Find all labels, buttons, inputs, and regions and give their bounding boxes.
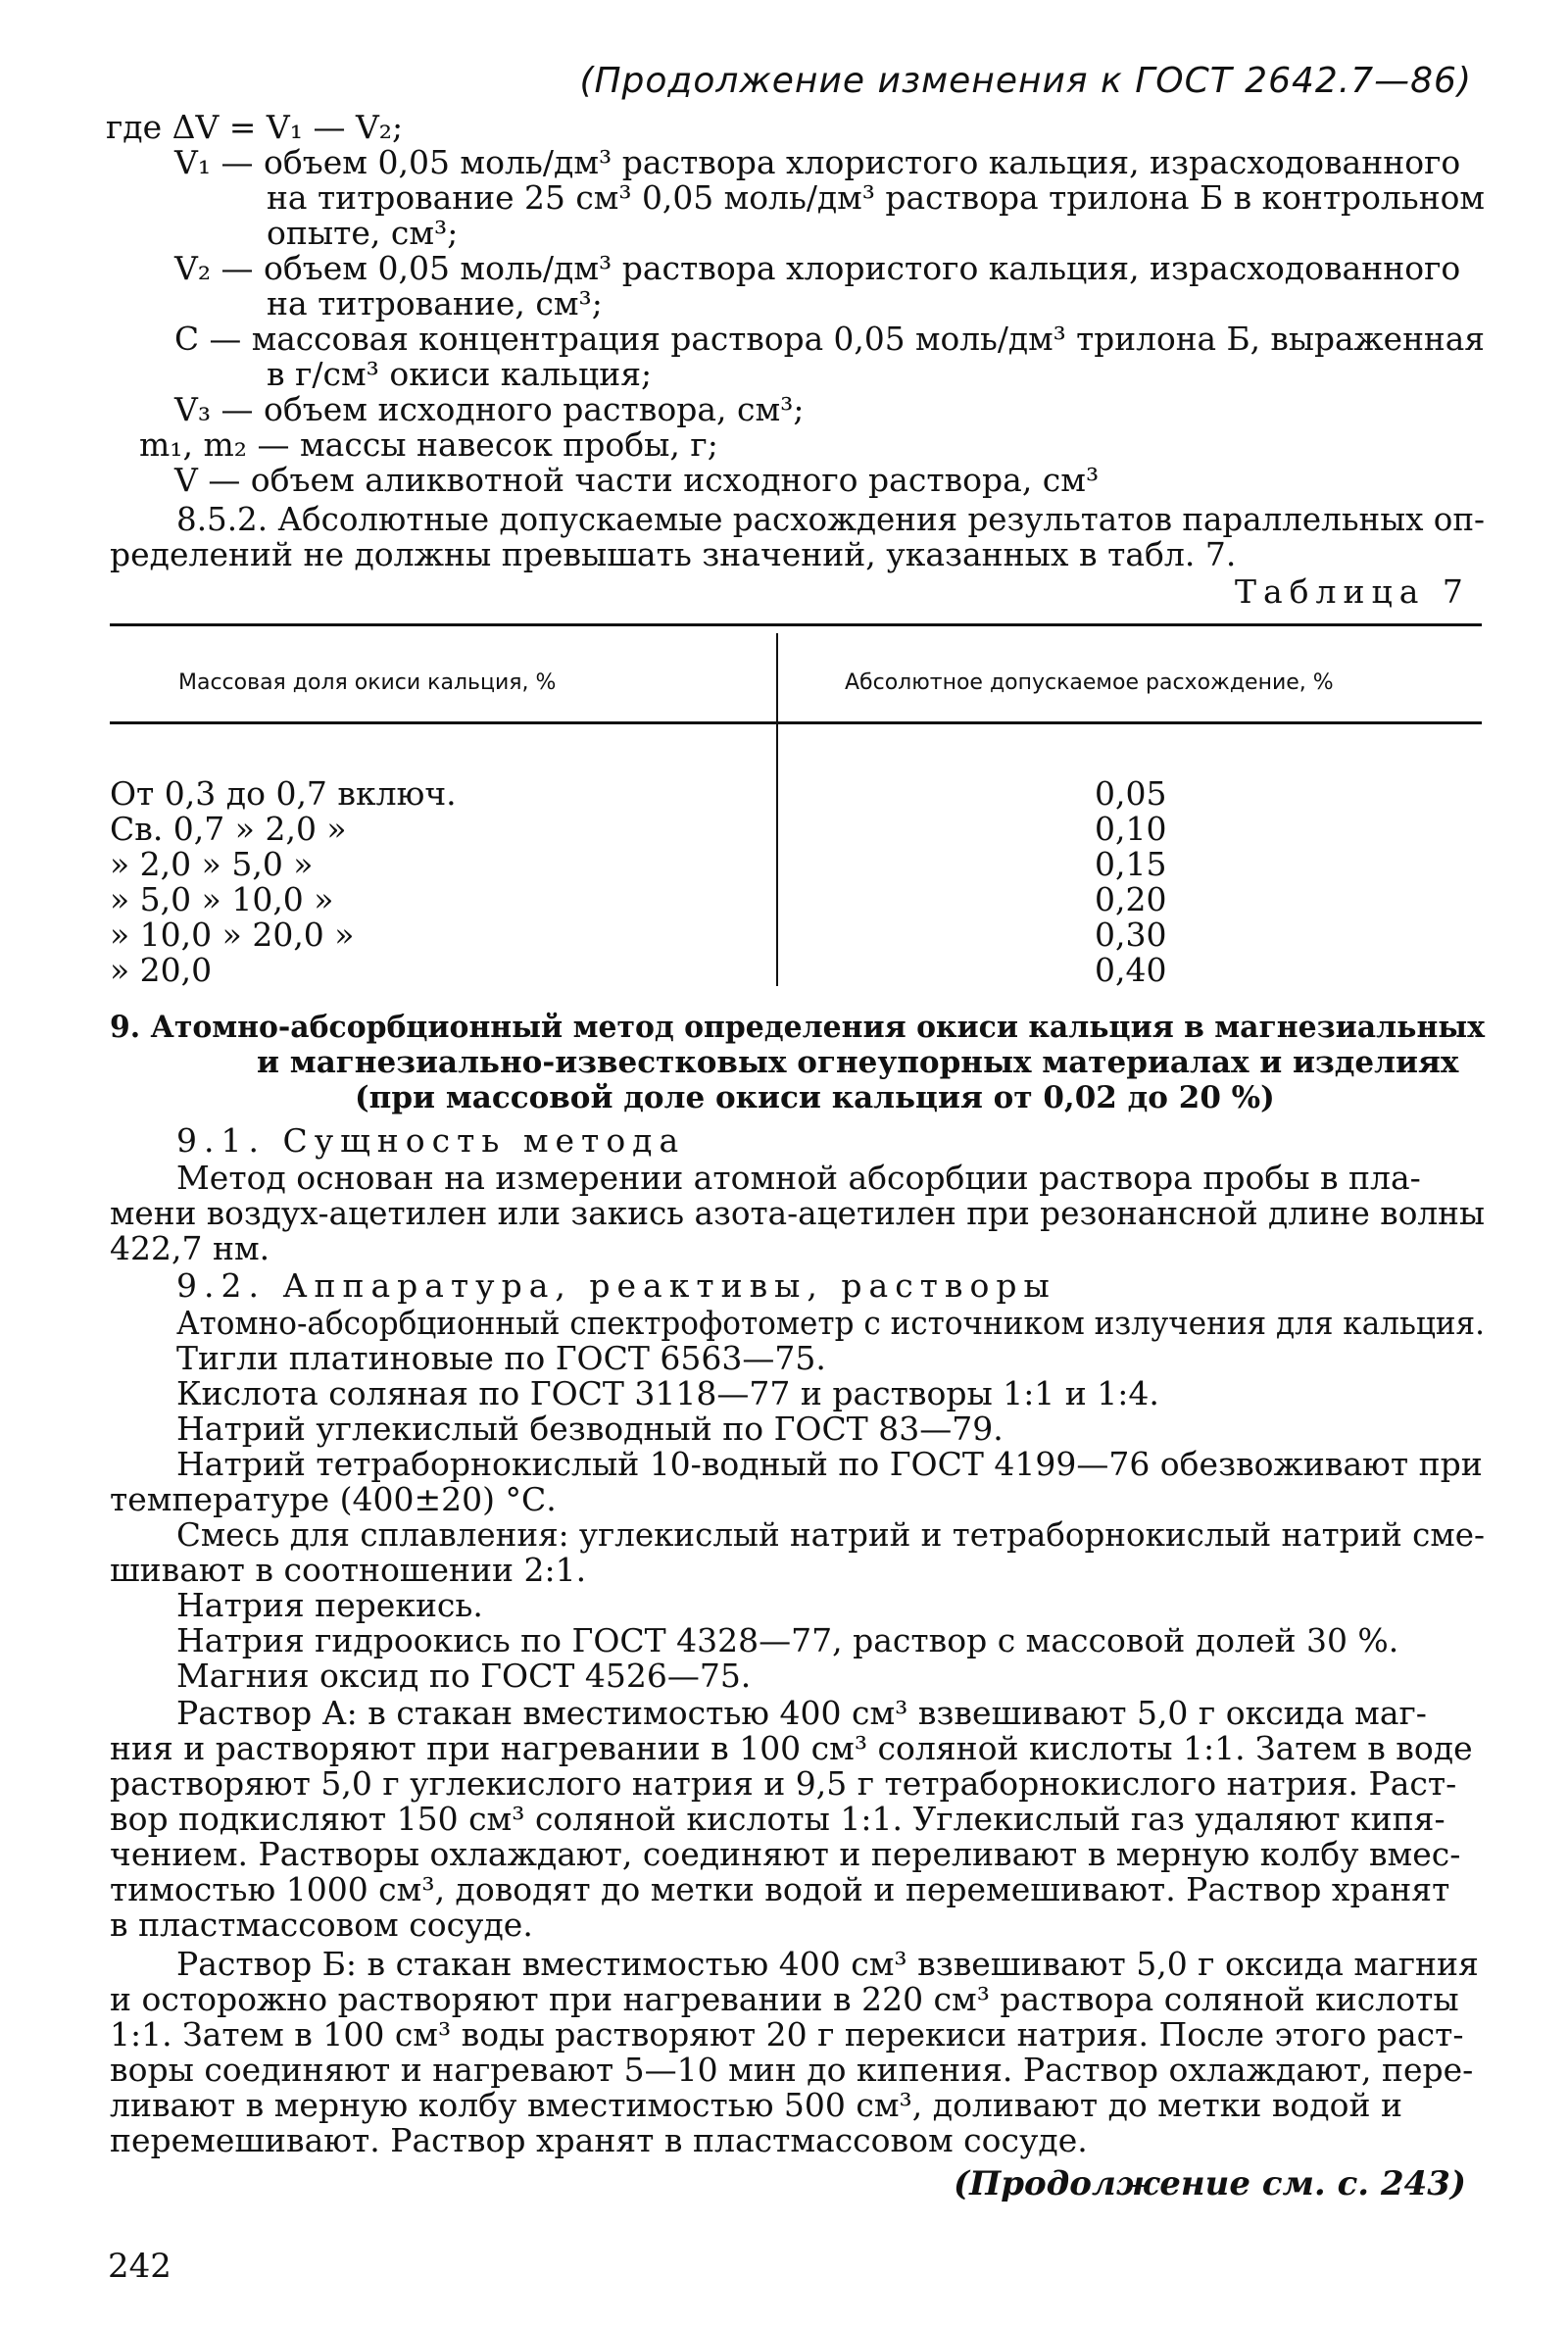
solution-a-text: ния и растворяют при нагревании в 100 см³ соляной кислоты 1:1. Затем в воде [110,1729,1473,1767]
reagent-item: Магния оксид по ГОСТ 4526—75. [176,1657,752,1695]
section-9-1-text: мени воздух-ацетилен или закись азота-ацетилен при резонансной длине волны [110,1194,1485,1232]
definition-line: где ΔV = V₁ — V₂; [106,108,404,146]
definition-line: опыте, см³; [267,214,459,252]
table-cell-value: 0,30 [1095,916,1167,954]
section-9-1-text: 422,7 нм. [110,1229,270,1267]
section-9-title: (при массовой доле окиси кальция от 0,02 до 20 %) [355,1080,1275,1115]
table-cell-value: 0,40 [1095,951,1167,989]
table-cell-value: 0,10 [1095,810,1167,848]
table-cell-range: » 10,0 » 20,0 » [110,916,355,954]
solution-b-text: 1:1. Затем в 100 см³ воды растворяют 20 г перекиси натрия. После этого раст- [110,2015,1464,2054]
reagent-item: Тигли платиновые по ГОСТ 6563—75. [176,1339,826,1377]
table-header-mass-fraction: Массовая доля окиси кальция, % [178,670,557,695]
table-caption: Таблица 7 [1235,572,1470,611]
table-cell-range: » 5,0 » 10,0 » [110,880,334,918]
definition-line: V — объем аликвотной части исходного раствора, см³ [174,461,1100,499]
section-9-title: и магнезиально-известковых огнеупорных материалах и изделиях [257,1045,1459,1080]
table-cell-range: От 0,3 до 0,7 включ. [110,774,457,813]
reagent-item: Натрия гидроокись по ГОСТ 4328—77, раствор с массовой долей 30 %. [176,1621,1399,1659]
section-9-title: 9. Атомно-абсорбционный метод определения окиси кальция в магнезиальных [110,1010,1485,1045]
table-7 [110,623,1482,996]
paragraph-852-line: ределений не должны превышать значений, указанных в табл. 7. [110,535,1237,573]
solution-b-text: воры соединяют и нагревают 5—10 мин до кипения. Раствор охлаждают, пере- [110,2051,1474,2089]
paragraph-852-line: 8.5.2. Абсолютные допускаемые расхождения результатов параллельных оп- [176,500,1485,538]
reagent-item: Смесь для сплавления: углекислый натрий и тетраборнокислый натрий сме- [176,1515,1485,1554]
definition-line: m₁, m₂ — массы навесок пробы, г; [139,425,718,464]
solution-a-text: вор подкисляют 150 см³ соляной кислоты 1:1. Углекислый газ удаляют кипя- [110,1800,1446,1838]
definition-line: в г/см³ окиси кальция; [267,355,653,393]
solution-a-text: растворяют 5,0 г углекислого натрия и 9,5 г тетраборнокислого натрия. Раст- [110,1764,1457,1803]
solution-a-text: чением. Растворы охлаждают, соединяют и переливают в мерную колбу вмес- [110,1835,1461,1873]
reagent-item: Кислота соляная по ГОСТ 3118—77 и растворы 1:1 и 1:4. [176,1374,1159,1412]
solution-b-text: перемешивают. Раствор хранят в пластмассовом сосуде. [110,2121,1088,2159]
reagent-item: Натрий углекислый безводный по ГОСТ 83—79. [176,1410,1004,1448]
table-header-rule [110,721,1482,724]
solution-b-text: Раствор Б: в стакан вместимостью 400 см³ взвешивают 5,0 г оксида магния [176,1945,1479,1983]
reagent-item: температуре (400±20) °С. [110,1480,557,1518]
solution-b-text: и осторожно растворяют при нагревании в 220 см³ раствора соляной кислоты [110,1980,1459,2018]
section-9-1-heading: 9.1. Сущность метода [176,1121,686,1160]
table-cell-value: 0,05 [1095,774,1167,813]
reagent-item: шивают в соотношении 2:1. [110,1551,587,1589]
page-header: (Продолжение изменения к ГОСТ 2642.7—86) [579,61,1472,101]
table-cell-value: 0,20 [1095,880,1167,918]
solution-a-text: Раствор А: в стакан вместимостью 400 см³ взвешивают 5,0 г оксида маг- [176,1694,1427,1732]
table-cell-range: » 20,0 [110,951,213,989]
solution-a-text: в пластмассовом сосуде. [110,1905,533,1944]
definition-line: C — массовая концентрация раствора 0,05 моль/дм³ трилона Б, выраженная [174,320,1485,358]
reagent-item: Натрия перекись. [176,1586,483,1624]
section-9-1-text: Метод основан на измерении атомной абсорбции раствора пробы в пла- [176,1159,1421,1197]
table-top-rule [110,623,1482,626]
definition-line: на титрование, см³; [267,284,603,322]
solution-b-text: ливают в мерную колбу вместимостью 500 см³, доливают до метки водой и [110,2086,1402,2124]
table-cell-range: » 2,0 » 5,0 » [110,845,314,883]
table-column-divider [776,633,778,986]
table-header-tolerance: Абсолютное допускаемое расхождение, % [845,670,1334,695]
reagent-item: Атомно-абсорбционный спектрофотометр с источником излучения для кальция. [176,1304,1485,1342]
reagent-item: Натрий тетраборнокислый 10-водный по ГОСТ 4199—76 обезвоживают при [176,1445,1483,1483]
solution-a-text: тимостью 1000 см³, доводят до метки водой и перемешивают. Раствор хранят [110,1870,1450,1908]
definition-line: V₃ — объем исходного раствора, см³; [174,390,805,428]
section-9-2-heading: 9.2. Аппаратура, реактивы, растворы [176,1266,1056,1305]
table-cell-value: 0,15 [1095,845,1167,883]
page-number: 242 [108,2247,172,2286]
definition-line: на титрование 25 см³ 0,05 моль/дм³ раствора трилона Б в контрольном [267,178,1485,217]
definition-line: V₁ — объем 0,05 моль/дм³ раствора хлористого кальция, израсходованного [174,143,1461,181]
continuation-note: (Продолжение см. с. 243) [954,2164,1466,2203]
definition-line: V₂ — объем 0,05 моль/дм³ раствора хлористого кальция, израсходованного [174,249,1461,287]
table-cell-range: Св. 0,7 » 2,0 » [110,810,347,848]
